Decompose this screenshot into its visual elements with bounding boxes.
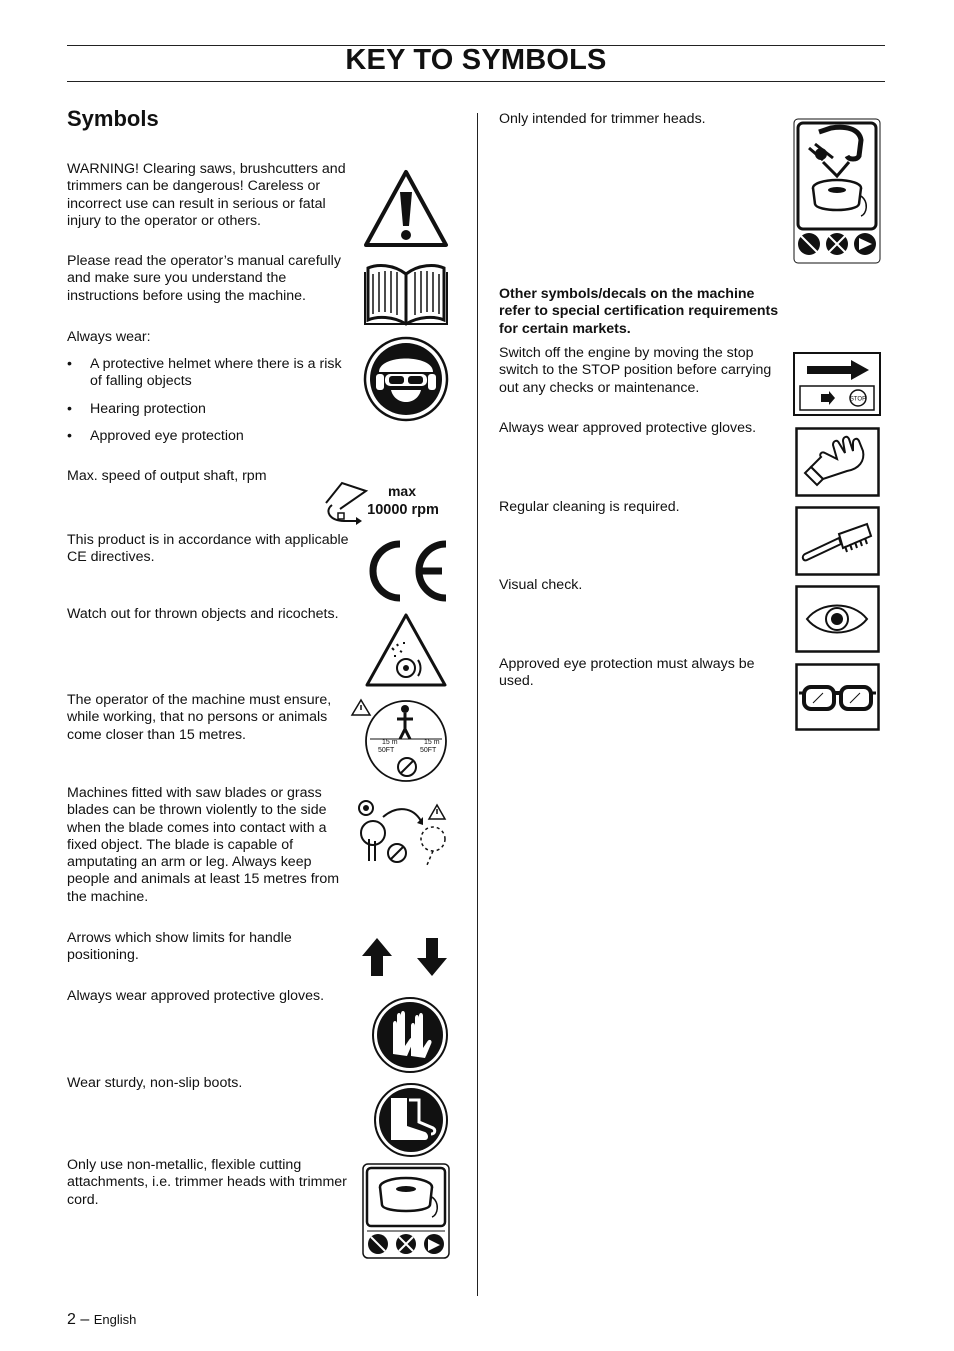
boots-icon <box>373 1082 449 1158</box>
ce-mark-icon <box>362 538 450 604</box>
distance-right-m: 15 m <box>424 739 440 746</box>
stop-label: STOP <box>849 396 867 403</box>
thrown-objects-icon <box>364 612 448 688</box>
footer-language: English <box>93 1312 137 1327</box>
cleaning-brush-icon <box>795 506 880 576</box>
blade-thrust-text: Machines fitted with saw blades or grass blades can be thrown violently to the side when the blade comes into contact with a fixed object. The blade is capable of amputating an arm or leg. Always keep people and animals at least 15 metres from the machine. <box>67 785 340 905</box>
protective-gloves-icon <box>371 996 449 1074</box>
list-item: • A protective helmet where there is a risk of falling objects <box>67 356 352 391</box>
trimmer-only-text: Only intended for trimmer heads. <box>499 111 706 127</box>
page-footer <box>67 1311 136 1329</box>
nonmetal-text: Only use non-metallic, flexible cutting attachments, i.e. trimmer heads with trimmer cord. <box>67 1157 347 1208</box>
boots-text: Wear sturdy, non-slip boots. <box>67 1075 243 1091</box>
manual-text: Please read the operator’s manual carefully and make sure you understand the instructions before using the machine. <box>67 253 341 304</box>
visual-check-eye-icon <box>795 585 880 653</box>
distance-left-ft: 50FT <box>378 747 395 754</box>
right-gloves-text: Always wear approved protective gloves. <box>499 420 757 436</box>
handle-limit-arrows-icon <box>360 936 450 978</box>
cleaning-text: Regular cleaning is required. <box>499 499 680 515</box>
warning-triangle-icon <box>363 168 449 248</box>
safety-distance-text: The operator of the machine must ensure, while working, that no persons or animals come closer than 15 metres. <box>67 692 332 743</box>
gloves-text: Always wear approved protective gloves. <box>67 988 325 1004</box>
rpm-label: 10000 rpm <box>367 502 439 518</box>
wear-list <box>67 356 352 455</box>
right-gloves-icon <box>795 427 880 497</box>
handle-arrows-text: Arrows which show limits for handle positioning. <box>67 930 292 964</box>
warning-text: WARNING! Clearing saws, brushcutters and trimmers can be dangerous! Careless or incorrect use can result in serious or fatal injury to the operator or others. <box>67 161 346 229</box>
list-item: • Hearing protection <box>67 401 352 418</box>
blade-thrust-icon <box>355 797 450 869</box>
page-title: KEY TO SYMBOLS <box>345 44 607 76</box>
manual-book-icon <box>363 262 449 326</box>
trimmer-heads-only-icon <box>793 118 881 264</box>
section-title: Symbols <box>67 106 159 131</box>
stop-switch-icon <box>793 352 881 416</box>
always-wear-text: Always wear: <box>67 329 151 345</box>
title-rule <box>67 81 885 82</box>
page-number: 2 – <box>67 1311 90 1328</box>
max-speed-text: Max. speed of output shaft, rpm <box>67 468 267 484</box>
other-symbols-text: Other symbols/decals on the machine refer to special certification requirements for certain markets. <box>499 286 779 337</box>
stop-text: Switch off the engine by moving the stop switch to the STOP position before carrying out any checks or maintenance. <box>499 345 772 396</box>
ce-text: This product is in accordance with applicable CE directives. <box>67 532 349 566</box>
distance-right-ft: 50FT <box>420 747 437 754</box>
max-rpm-icon <box>322 475 450 527</box>
eye-protection-text: Approved eye protection must always be used. <box>499 656 755 690</box>
trimmer-head-only-icon <box>362 1163 450 1259</box>
max-label: max <box>387 483 417 499</box>
helmet-hearing-eye-icon <box>363 336 449 422</box>
visual-check-text: Visual check. <box>499 577 583 593</box>
thrown-objects-text: Watch out for thrown objects and ricochets. <box>67 606 339 622</box>
column-divider <box>477 113 478 1296</box>
eye-protection-glasses-icon <box>795 663 880 731</box>
list-item: • Approved eye protection <box>67 428 352 445</box>
distance-left-m: 15 m <box>382 739 398 746</box>
safety-distance-icon <box>350 697 450 783</box>
